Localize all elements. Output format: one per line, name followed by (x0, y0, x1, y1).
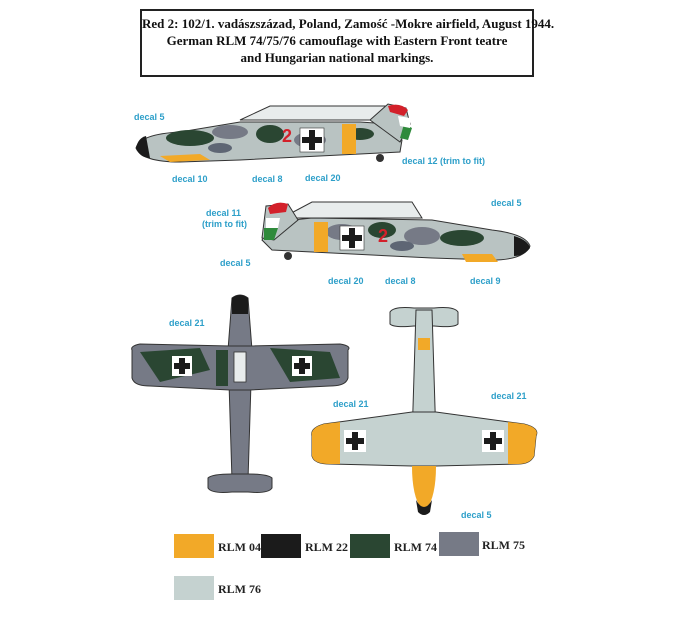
aircraft-number-left: 2 (282, 126, 293, 146)
decal-label-13: decal 21 (333, 399, 369, 409)
decal-label-15: decal 5 (461, 510, 492, 520)
decal-label-2: decal 10 (172, 174, 208, 184)
legend-swatch-rlm75 (439, 532, 479, 556)
decal-label-3: decal 8 (252, 174, 283, 184)
left-profile-view (120, 98, 420, 178)
legend-swatch-rlm04 (174, 534, 214, 558)
right-profile-view (252, 196, 542, 276)
legend-swatch-rlm76 (174, 576, 214, 600)
decal-label-7: decal 5 (491, 198, 522, 208)
decal-label-10: decal 9 (470, 276, 501, 286)
legend-label-rlm75: RLM 75 (482, 538, 525, 552)
legend-swatch-rlm22 (261, 534, 301, 558)
bottom-plan-view (300, 300, 550, 520)
title-box (140, 9, 555, 77)
decal-label-6b: (trim to fit) (202, 219, 247, 229)
legend-swatch-rlm74 (350, 534, 390, 558)
decal-label-14: decal 21 (491, 391, 527, 401)
title-line-1: Red 2: 102/1. vadászszázad, Poland, Zamość -Mokre airfield, August 1944. (142, 16, 555, 31)
decal-label-1: decal 5 (134, 112, 165, 122)
legend-label-rlm22: RLM 22 (305, 540, 348, 554)
decal-label-11: decal 5 (220, 258, 251, 268)
decal-label-12: decal 21 (169, 318, 205, 328)
title-line-3: and Hungarian national markings. (240, 50, 434, 65)
decal-label-9: decal 8 (385, 276, 416, 286)
decal-label-6a: decal 11 (206, 208, 242, 218)
title-line-2: German RLM 74/75/76 camouflage with Eastern Front teatre (166, 33, 508, 48)
legend-label-rlm04: RLM 04 (218, 540, 261, 554)
decal-label-4: decal 20 (305, 173, 341, 183)
legend-label-rlm74: RLM 74 (394, 540, 437, 554)
aircraft-number-right: 2 (378, 226, 389, 246)
legend-label-rlm76: RLM 76 (218, 582, 261, 596)
decal-label-8: decal 20 (328, 276, 364, 286)
decal-label-5: decal 12 (trim to fit) (402, 156, 486, 166)
